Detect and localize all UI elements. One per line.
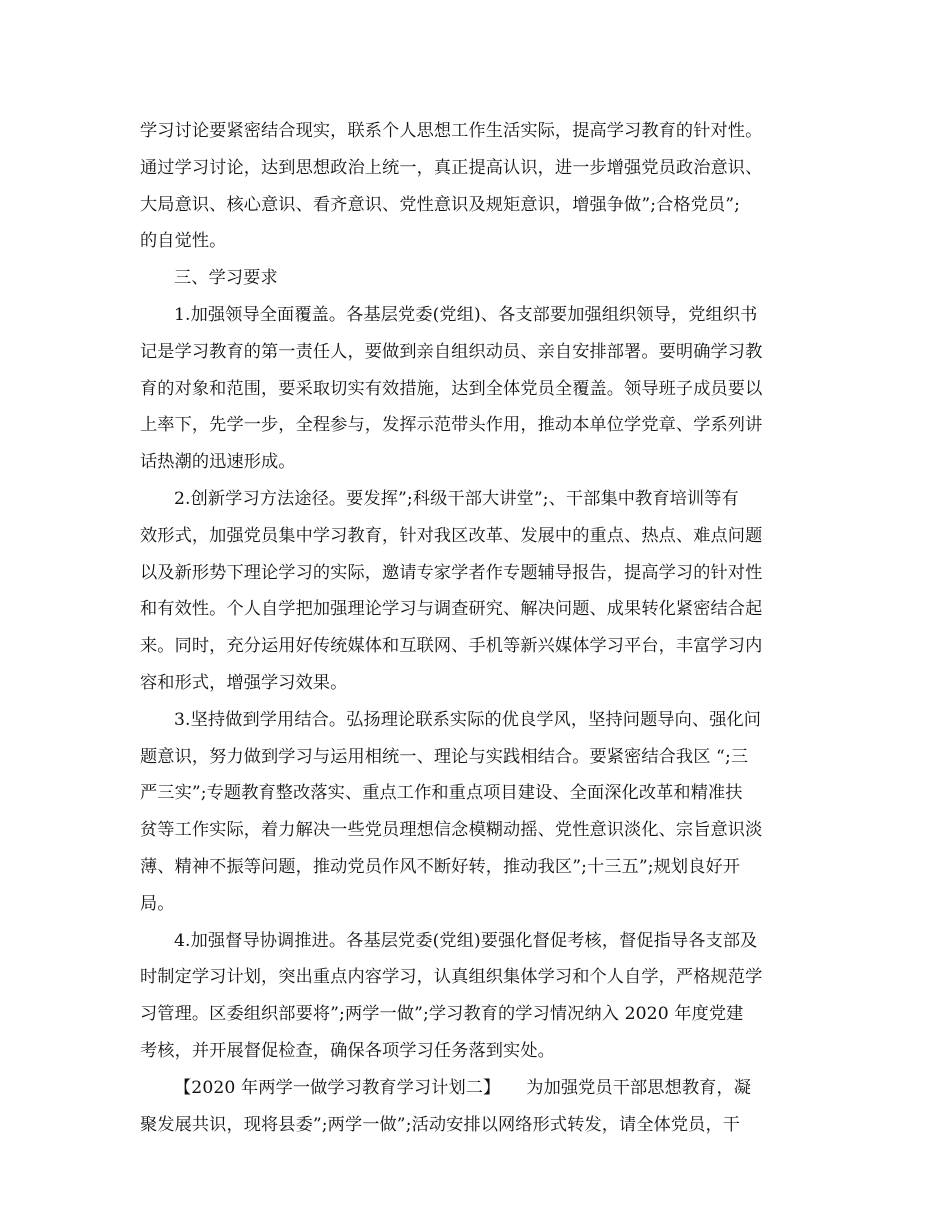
text-line: 薄、精神不振等问题，推动党员作风不断好转，推动我区”;十三五”;规划良好开 <box>140 856 741 877</box>
text-line: 容和形式，增强学习效果。 <box>140 672 348 693</box>
text-line: 记是学习教育的第一责任人，要做到亲自组织动员、亲自安排部署。要明确学习教 <box>140 341 763 362</box>
text-line: 局。 <box>140 893 175 914</box>
text-line: 聚发展共识，现将县委”;两学一做”;活动安排以网络形式转发，请全体党员，干 <box>140 1114 741 1135</box>
text-line: 通过学习讨论，达到思想政治上统一，真正提高认识，进一步增强党员政治意识、 <box>140 157 763 178</box>
text-line: 2.创新学习方法途径。要发挥”;科级干部大讲堂”;、干部集中教育培训等有 <box>174 488 739 509</box>
text-line: 效形式，加强党员集中学习教育，针对我区改革、发展中的重点、热点、难点问题 <box>140 525 763 546</box>
text-line: 来。同时，充分运用好传统媒体和互联网、手机等新兴媒体学习平台，丰富学习内 <box>140 636 763 657</box>
text-line: 学习讨论要紧密结合现实，联系个人思想工作生活实际，提高学习教育的针对性。 <box>140 121 763 141</box>
text-line: 时制定学习计划，突出重点内容学习，认真组织集体学习和个人自学，严格规范学 <box>140 967 763 988</box>
text-line: 话热潮的迅速形成。 <box>140 452 296 473</box>
text-line: 1.加强领导全面覆盖。各基层党委(党组)、各支部要加强组织领导，党组织书 <box>174 304 758 325</box>
text-line: 上率下，先学一步，全程参与，发挥示范带头作用，推动本单位学党章、学系列讲 <box>140 415 763 436</box>
text-line: 习管理。区委组织部要将”;两学一做”;学习教育的学习情况纳入 2020 年度党建 <box>140 1004 744 1025</box>
text-line: 严三实”;专题教育整改落实、重点工作和重点项目建设、全面深化改革和精准扶 <box>140 783 743 804</box>
text-line: 育的对象和范围，要采取切实有效措施，达到全体党员全覆盖。领导班子成员要以 <box>140 378 763 399</box>
text-line: 大局意识、核心意识、看齐意识、党性意识及规矩意识，增强争做”;合格党员”; <box>140 194 741 215</box>
text-line: 三、学习要求 <box>174 268 278 289</box>
text-line: 的自觉性。 <box>140 231 227 252</box>
text-line: 3.坚持做到学用结合。弘扬理论联系实际的优良学风，坚持问题导向、强化问 <box>174 709 762 730</box>
text-line: 和有效性。个人自学把加强理论学习与调查研究、解决问题、成果转化紧密结合起 <box>140 599 763 620</box>
text-line: 4.加强督导协调推进。各基层党委(党组)要强化督促考核，督促指导各支部及 <box>174 930 758 951</box>
text-line: 【2020 年两学一做学习教育学习计划二】 为加强党员干部思想教育，凝 <box>174 1077 752 1098</box>
text-line: 以及新形势下理论学习的实际，邀请专家学者作专题辅导报告，提高学习的针对性 <box>140 562 763 583</box>
text-line: 题意识，努力做到学习与运用相统一、理论与实践相结合。要紧密结合我区 “;三 <box>140 746 749 767</box>
text-line: 考核，并开展督促检查，确保各项学习任务落到实处。 <box>140 1040 555 1061</box>
document-body <box>140 113 812 1143</box>
text-line: 贫等工作实际，着力解决一些党员理想信念模糊动摇、党性意识淡化、宗旨意识淡 <box>140 820 763 841</box>
